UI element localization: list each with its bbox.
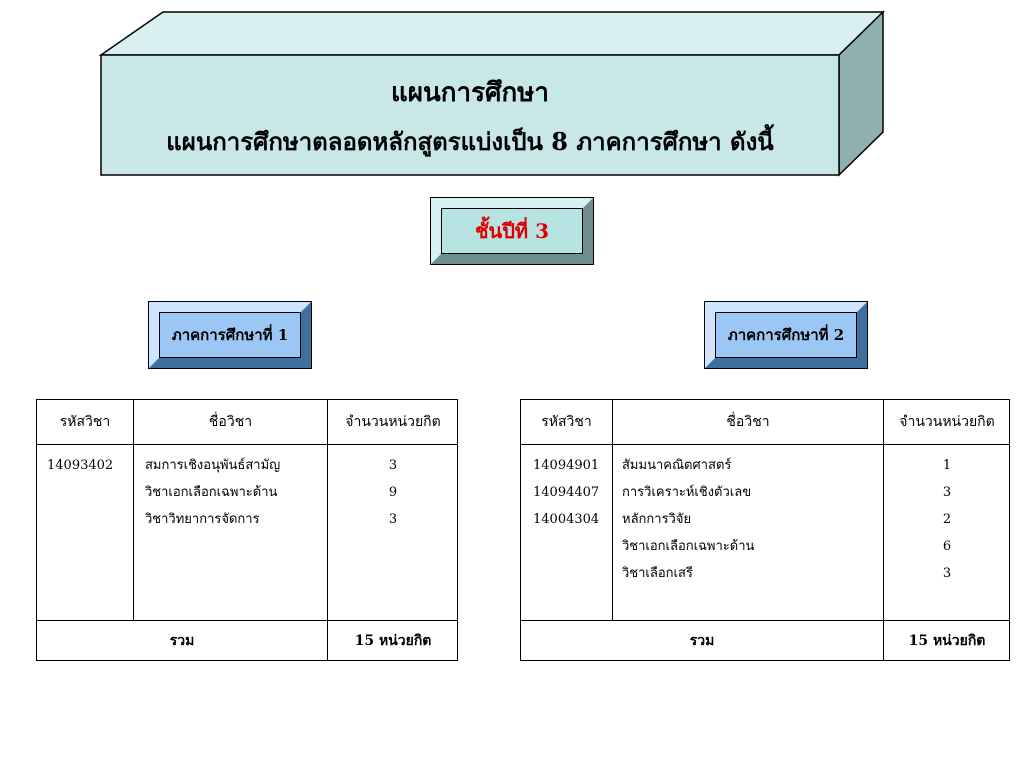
course-name: วิชาเลือกเสรี: [622, 566, 693, 581]
course-name: หลักการวิจัย: [622, 512, 692, 527]
course-code: 14094407: [533, 485, 600, 500]
table-header: [37, 400, 457, 445]
course-code: 14004304: [533, 512, 600, 527]
table-body: [521, 444, 1009, 621]
course-name: สมการเชิงอนุพันธ์สามัญ: [145, 458, 281, 473]
course-credits: 3: [942, 566, 952, 581]
banner-title: แผนการศึกษา: [390, 78, 550, 108]
total-value: 15 หน่วยกิต: [354, 632, 432, 649]
name-column: [145, 452, 280, 533]
year-label: ชั้นปีที่ 3: [441, 208, 583, 254]
total-label: รวม: [689, 632, 715, 649]
header-code: รหัสวิชา: [541, 414, 592, 430]
header-credits: จำนวนหน่วยกิต: [899, 414, 995, 430]
course-credits: 3: [388, 512, 398, 527]
course-name: วิชาวิทยาการจัดการ: [145, 512, 260, 527]
semester-1-label: ภาคการศึกษาที่ 1: [159, 312, 301, 358]
course-credits: 9: [388, 485, 398, 500]
course-name: วิชาเอกเลือกเฉพาะด้าน: [145, 485, 278, 500]
code-column: [533, 452, 599, 533]
name-column: [622, 452, 754, 587]
table-header: [521, 400, 1009, 445]
course-credits: 2: [942, 512, 952, 527]
course-credits: 3: [942, 485, 952, 500]
course-code: 14093402: [47, 458, 114, 473]
total-value: 15 หน่วยกิต: [908, 632, 986, 649]
course-credits: 6: [942, 539, 952, 554]
total-label: รวม: [169, 632, 195, 649]
credits-column: [328, 452, 458, 533]
header-name: ชื่อวิชา: [208, 414, 253, 430]
course-name: วิชาเอกเลือกเฉพาะด้าน: [622, 539, 755, 554]
header-code: รหัสวิชา: [59, 414, 111, 430]
header-credits: จำนวนหน่วยกิต: [345, 414, 441, 430]
course-name: สัมมนาคณิตศาสตร์: [622, 458, 732, 473]
semester-1-table: [36, 399, 458, 661]
course-name: การวิเคราะห์เชิงตัวเลข: [622, 485, 752, 500]
table-footer: [521, 621, 1009, 660]
banner: [101, 55, 839, 173]
code-column: [47, 452, 113, 479]
course-credits: 1: [942, 458, 952, 473]
semester-1-label-box: [149, 302, 311, 368]
course-credits: 3: [388, 458, 398, 473]
credits-column: [884, 452, 1010, 587]
course-code: 14094901: [533, 458, 600, 473]
table-footer: [37, 621, 457, 660]
year-label-box: [431, 198, 593, 264]
semester-2-label-box: [705, 302, 867, 368]
banner-subtitle: แผนการศึกษาตลอดหลักสูตรแบ่งเป็น 8 ภาคการศึกษา ดังนี้: [166, 127, 774, 156]
table-body: [37, 444, 457, 621]
semester-2-table: [520, 399, 1010, 661]
header-name: ชื่อวิชา: [726, 414, 770, 430]
semester-2-label: ภาคการศึกษาที่ 2: [715, 312, 857, 358]
